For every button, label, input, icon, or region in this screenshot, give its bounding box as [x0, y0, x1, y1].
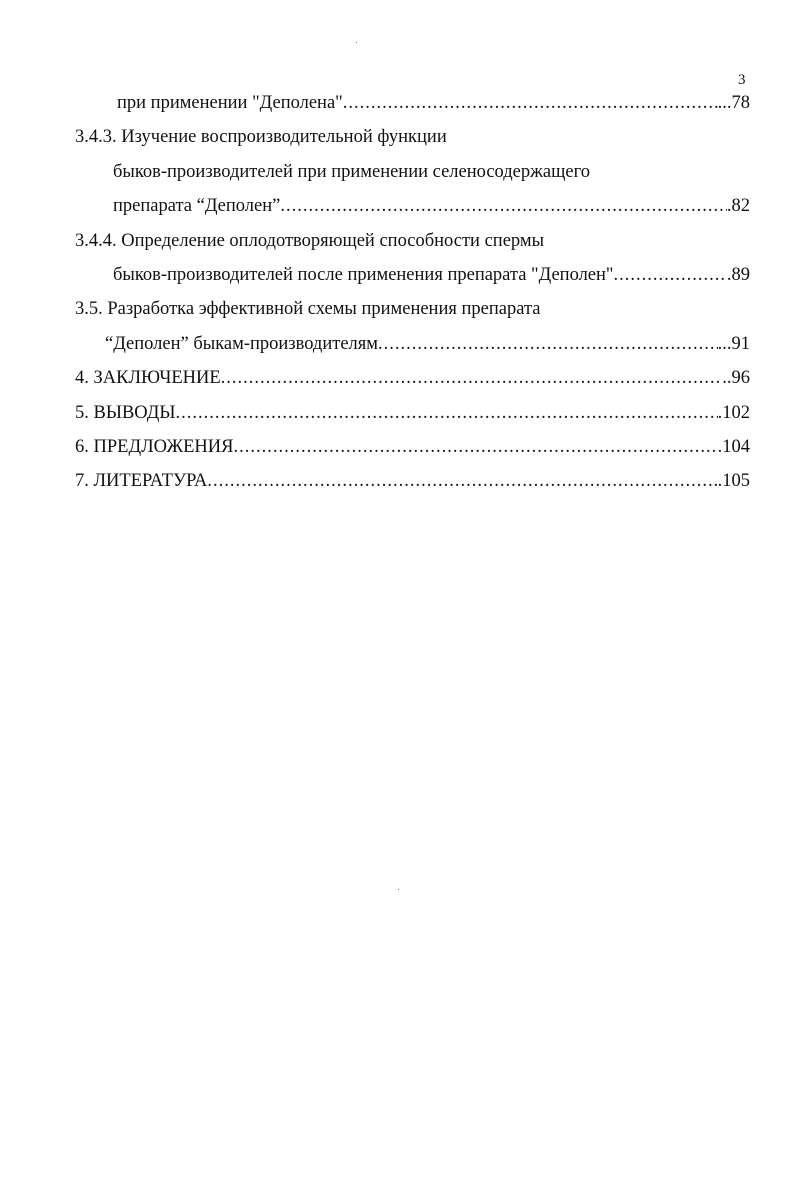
toc-entry-page: .104	[717, 436, 750, 457]
toc-entry-page: ...78	[717, 93, 750, 113]
toc-dot-leader	[221, 361, 723, 395]
toc-dot-leader	[176, 396, 718, 430]
toc-heading-text: быков-производителей при применении селеносодержащего	[113, 161, 590, 182]
toc-dot-leader	[233, 430, 717, 464]
toc-dot-leader	[207, 464, 717, 498]
toc-dot-leader	[613, 258, 726, 292]
toc-dot-leader	[280, 189, 727, 223]
toc-dot-leader	[343, 86, 718, 120]
toc-heading-line	[0, 155, 795, 189]
toc-entry	[0, 361, 750, 395]
toc-entry-title: быков-производителей после применения препарата "Деполен"	[113, 264, 614, 285]
toc-entry	[0, 189, 750, 223]
toc-entry-title: “Деполен” быкам-производителям	[105, 333, 378, 354]
toc-heading-text: 3.4.4. Определение оплодотворяющей способности спермы	[75, 230, 545, 251]
toc-entry	[0, 464, 750, 498]
toc-entry-page: ..96	[722, 368, 750, 389]
toc-entry-title: 6. ПРЕДЛОЖЕНИЯ	[75, 436, 234, 457]
toc-heading-line	[0, 120, 795, 154]
toc-entry-page: ...91	[717, 333, 750, 354]
toc-entry	[0, 396, 750, 430]
toc-entry-title: 4. ЗАКЛЮЧЕНИЕ	[75, 368, 221, 389]
scan-speck-middle	[398, 889, 399, 890]
toc-entry-page: .89	[726, 264, 750, 285]
scan-speck-top	[356, 42, 357, 43]
toc-entry	[0, 258, 750, 292]
table-of-contents	[0, 86, 795, 499]
toc-entry	[0, 86, 750, 120]
toc-entry-page: .105	[717, 471, 750, 492]
toc-entry-title: 7. ЛИТЕРАТУРА	[75, 471, 208, 492]
toc-heading-line	[0, 292, 795, 326]
toc-entry-title: препарата “Деполен”	[113, 196, 281, 217]
toc-entry	[0, 327, 750, 361]
toc-heading-line	[0, 224, 795, 258]
toc-heading-text: 3.4.3. Изучение воспроизводительной функции	[75, 127, 447, 148]
toc-entry-title: 5. ВЫВОДЫ	[75, 402, 176, 423]
toc-entry-title: при применении "Деполена"	[117, 93, 343, 113]
toc-entry	[0, 430, 750, 464]
toc-dot-leader	[378, 327, 718, 361]
toc-entry-page: .82	[726, 196, 750, 217]
toc-heading-text: 3.5. Разработка эффективной схемы применения препарата	[75, 299, 541, 320]
page-number: 3	[738, 72, 746, 88]
toc-entry-page: .102	[717, 402, 750, 423]
